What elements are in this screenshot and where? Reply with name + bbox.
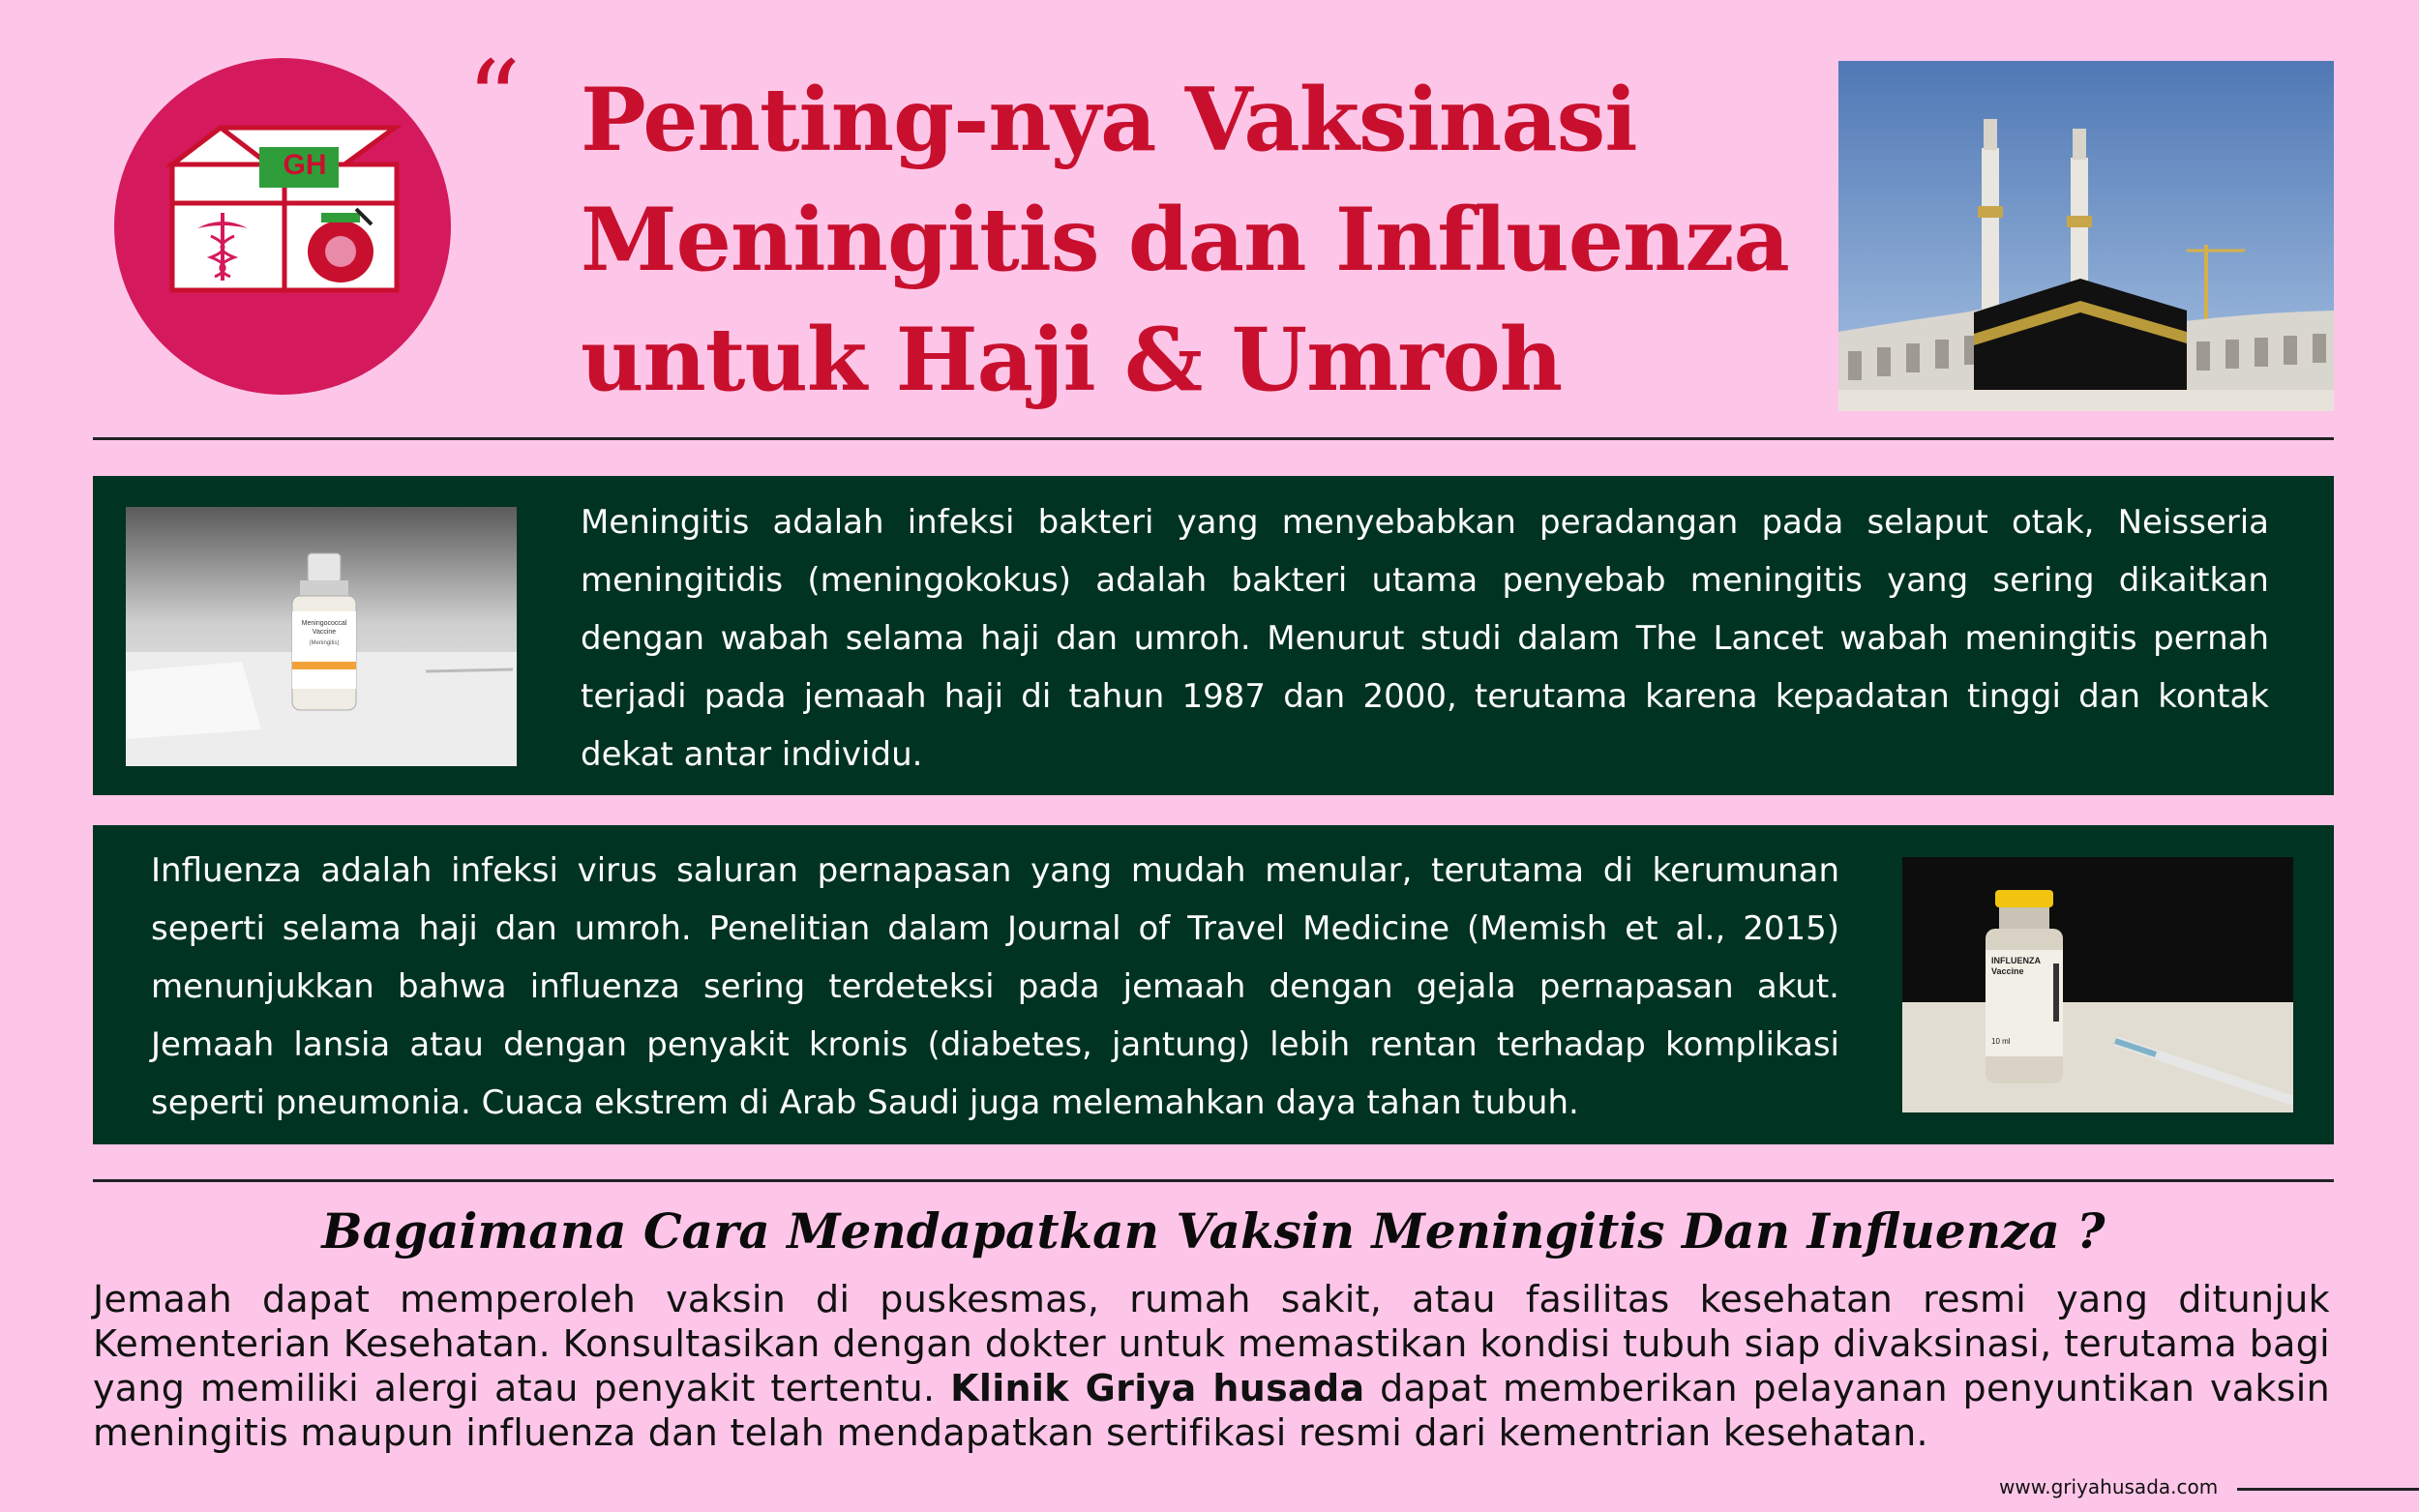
vial2-label-name: INFLUENZA Vaccine (1991, 956, 2041, 976)
influenza-vaccine-photo (1902, 857, 2293, 1112)
kaaba-photo (1838, 61, 2334, 411)
body-text-part2: dapat memberikan pelayanan penyuntikan vaksin meningitis maupun influenza dan telah mendapatkan sertifikasi resmi dari kementrian kesehatan. (93, 1367, 2330, 1454)
logo-text: GH (283, 149, 327, 181)
meningitis-text: Meningitis adalah infeksi bakteri yang menyebabkan peradangan pada selaput otak, Neisseria meningitidis (meningokokus) adalah bakteri utama penyebab meningitis yang sering dikaitkan dengan wabah selama haji dan umroh. Menurut studi dalam The Lancet wabah meningitis pernah terjadi pada jemaah haji di tahun 1987 dan 2000, terutama karena kepadatan tinggi dan kontak dekat antar individu. (581, 503, 2269, 774)
vial1-label-sub: (Meningitis) (309, 640, 340, 646)
divider-middle (93, 1179, 2334, 1182)
divider-top (93, 437, 2334, 440)
section-body (93, 1277, 2330, 1455)
website-url: www.griyahusada.com (1999, 1475, 2219, 1498)
clinic-logo (114, 58, 451, 395)
clinic-name: Klinik Griya husada (950, 1367, 1365, 1409)
title-line-2: Meningitis dan Influenza (581, 189, 1789, 291)
title-line-1: Penting-nya Vaksinasi (581, 69, 1637, 171)
quote-mark: “ (466, 38, 522, 162)
vial1-label-name: Meningococcal Vaccine (301, 620, 347, 636)
page-title (581, 60, 1800, 420)
house-logo-icon (114, 58, 451, 395)
title-line-3: untuk Haji & Umroh (581, 309, 1563, 411)
meningococcal-vaccine-photo (126, 507, 517, 766)
body-text-part1: Jemaah dapat memperoleh vaksin di puskesmas, rumah sakit, atau fasilitas kesehatan resmi yang ditunjuk Kementerian Kesehatan. Konsultasikan dengan dokter untuk memastikan kondisi tubuh siap divaksinasi, terutama bagi yang memiliki alergi atau penyakit tertentu. (93, 1278, 2330, 1409)
vial2-label-sub: 10 ml (1991, 1037, 2011, 1046)
footer-line (2237, 1488, 2419, 1491)
section-heading: Bagaimana Cara Mendapatkan Vaksin Meningitis Dan Influenza ? (321, 1202, 2105, 1260)
influenza-text: Influenza adalah infeksi virus saluran pernapasan yang mudah menular, terutama di kerumunan seperti selama haji dan umroh. Penelitian dalam Journal of Travel Medicine (Memish et al., 2015) menunjukkan bahwa influenza sering terdeteksi pada jemaah dengan gejala pernapasan akut. Jemaah lansia atau dengan penyakit kronis (diabetes, jantung) lebih rentan terhadap komplikasi seperti pneumonia. Cuaca ekstrem di Arab Saudi juga melemahkan daya tahan tubuh. (151, 851, 1839, 1122)
